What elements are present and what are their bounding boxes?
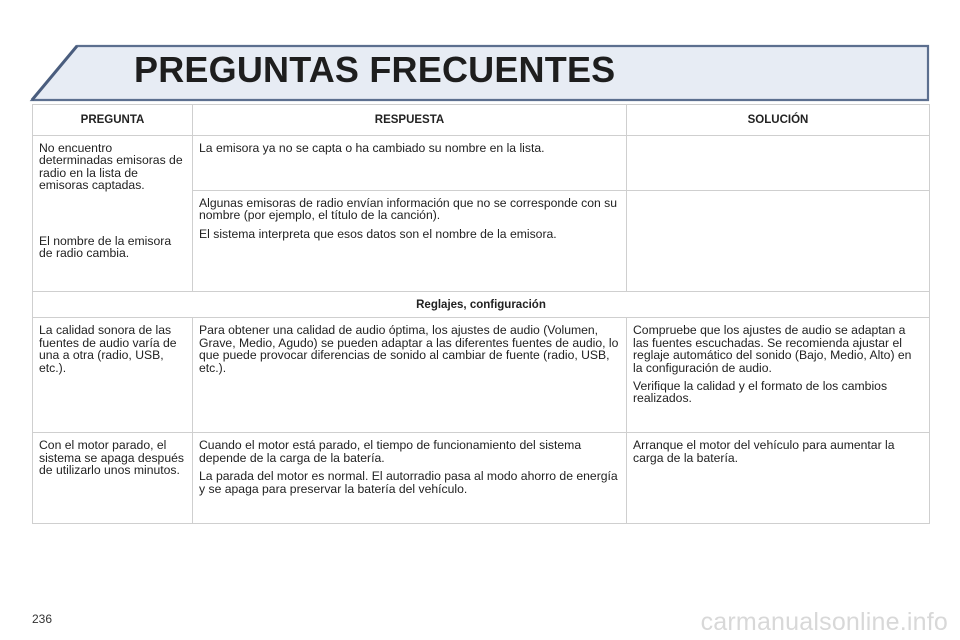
answer-cell — [193, 191, 627, 292]
page-number: 236 — [32, 612, 53, 626]
column-header-respuesta: RESPUESTA — [193, 105, 627, 136]
section-row — [33, 292, 930, 318]
faq-table — [32, 104, 930, 524]
question-cell: No encuentro determinadas emisoras de radio en la lista de emisoras captadas. — [33, 136, 193, 229]
solution-text: Compruebe que los ajustes de audio se adaptan a las fuentes escuchadas. Se recomienda ajustar el reglaje automático del sonido (Bajo, Medio, Alto) en la configuración de audio. — [633, 323, 912, 375]
table-header-row — [33, 105, 930, 136]
answer-cell — [193, 318, 627, 433]
watermark: carmanualsonline.info — [700, 608, 948, 636]
column-header-solucion: SOLUCIÓN — [627, 105, 930, 136]
answer-text: Algunas emisoras de radio envían información que no se corresponde con su nombre (por ejemplo, el título de la canción). — [199, 196, 618, 223]
solution-text: Verifique la calidad y el formato de los cambios realizados. — [633, 379, 888, 406]
solution-cell — [627, 191, 930, 292]
solution-cell — [627, 433, 930, 524]
answer-text: La emisora ya no se capta o ha cambiado su nombre en la lista. — [199, 141, 545, 155]
answer-text: Para obtener una calidad de audio óptima, los ajustes de audio (Volumen, Grave, Medio, Agudo) se pueden adaptar a las diferentes fuentes de audio, lo que puede provocar diferencias de sonido al cambiar de fuente (radio, USB, etc.). — [199, 323, 619, 375]
answer-text: Cuando el motor está parado, el tiempo de funcionamiento del sistema depende de la carga de la batería. — [199, 438, 582, 465]
solution-cell — [627, 318, 930, 433]
answer-cell — [193, 433, 627, 524]
question-cell: La calidad sonora de las fuentes de audio varía de una a otra (radio, USB, etc.). — [33, 318, 193, 433]
table-row — [33, 433, 930, 524]
solution-cell — [627, 136, 930, 191]
question-cell: El nombre de la emisora de radio cambia. — [33, 229, 193, 292]
table-row — [33, 318, 930, 433]
solution-text: Arranque el motor del vehículo para aumentar la carga de la batería. — [633, 438, 895, 465]
answer-text: El sistema interpreta que esos datos son el nombre de la emisora. — [199, 226, 557, 241]
page-title: PREGUNTAS FRECUENTES — [134, 49, 616, 90]
table-row — [33, 136, 930, 191]
column-header-pregunta: PREGUNTA — [33, 105, 193, 136]
answer-cell — [193, 136, 627, 191]
question-cell: Con el motor parado, el sistema se apaga después de utilizarlo unos minutos. — [33, 433, 193, 524]
section-label: Reglajes, configuración — [33, 292, 930, 318]
answer-text: La parada del motor es normal. El autorradio pasa al modo ahorro de energía y se apaga para preservar la batería del vehículo. — [199, 469, 618, 496]
